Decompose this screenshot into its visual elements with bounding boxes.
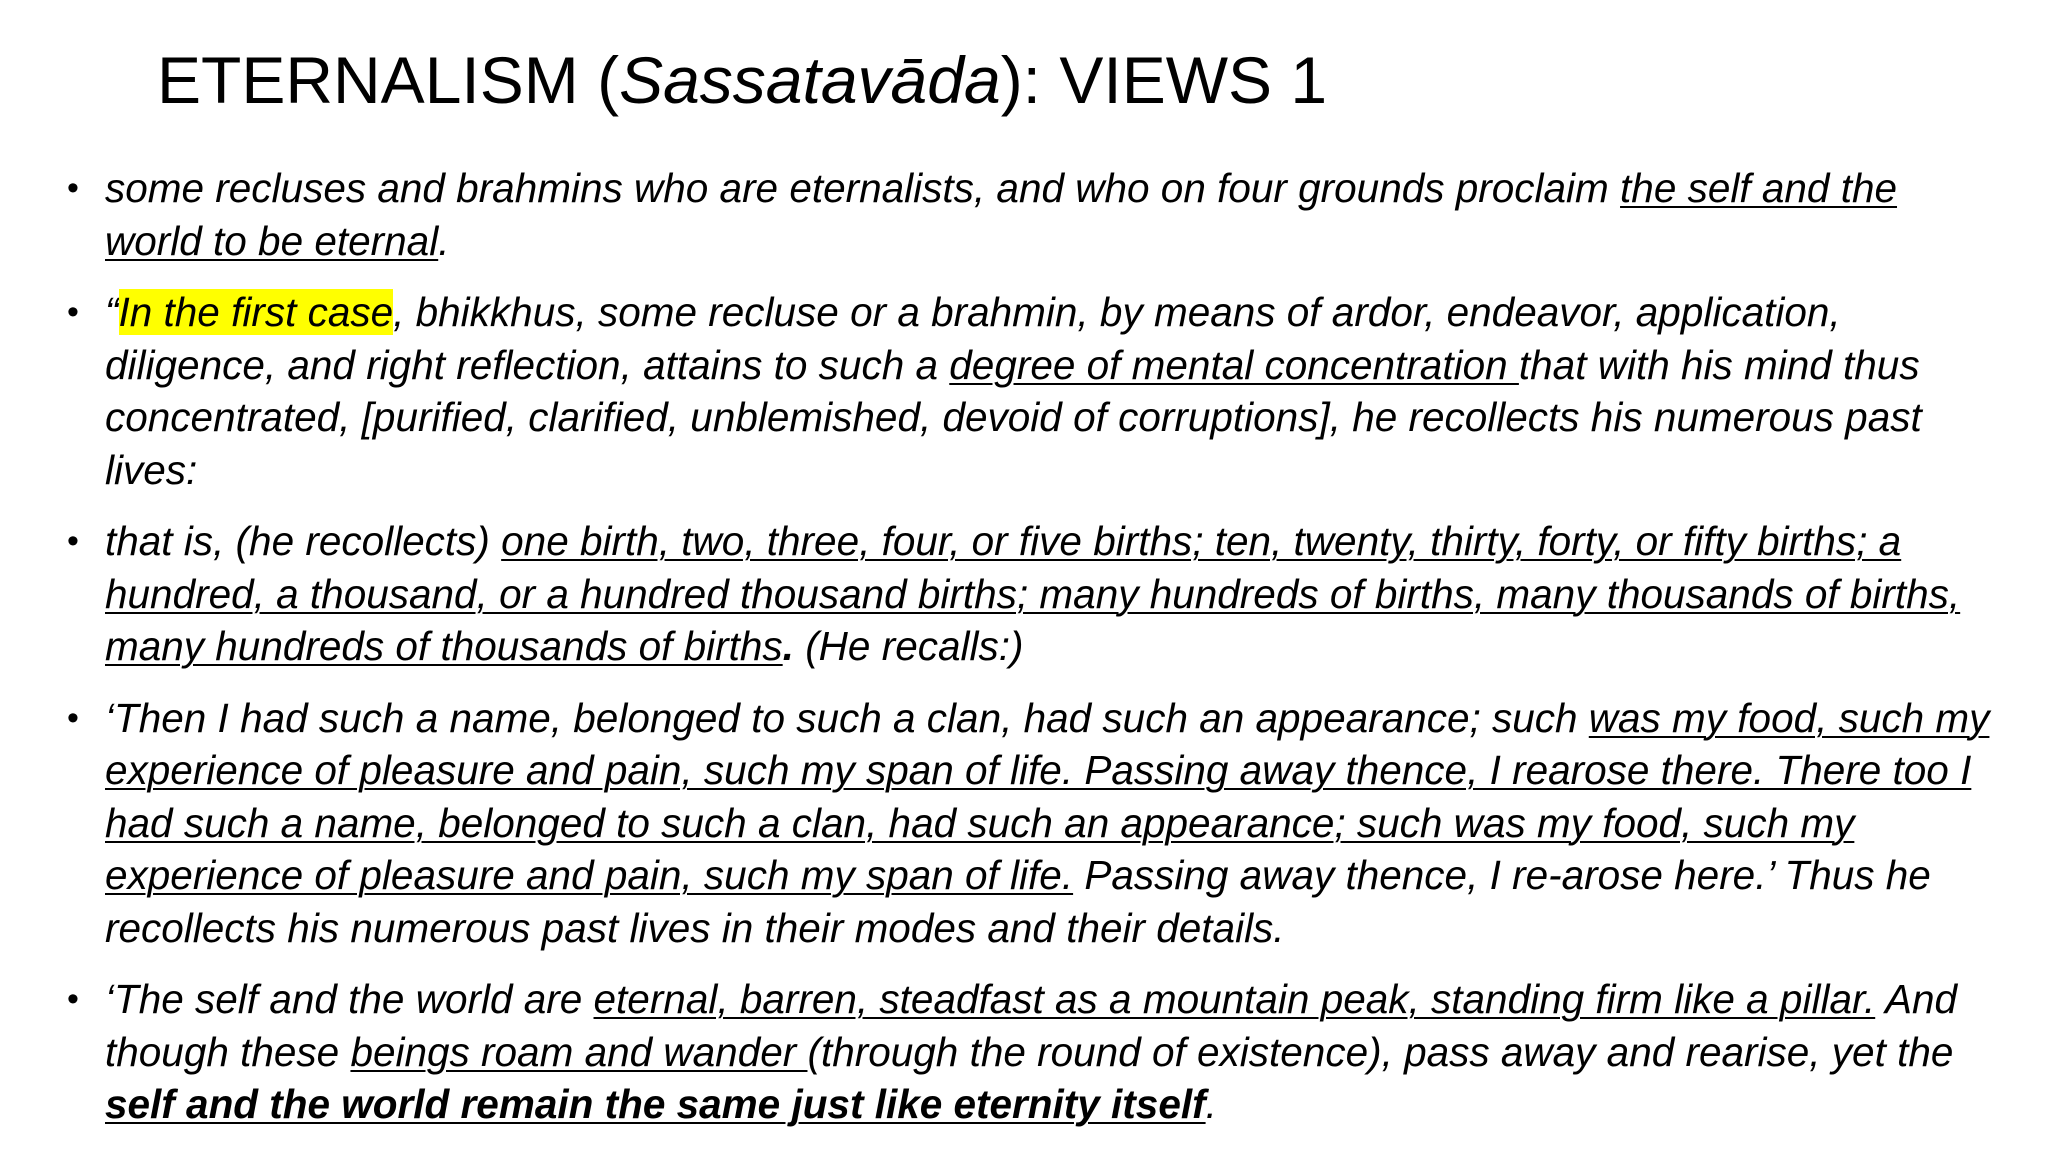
title-italic-term: Sassatavāda — [619, 43, 1001, 117]
bullet-dot: • — [67, 169, 79, 207]
bullet-text: And though these — [105, 976, 1958, 1075]
underlined-text: one birth, two, three, four, or five births; ten, twenty, thirty, forty, or fifty births; a hundred, a thousand, or a hundred thousand births; many hundreds of births, many thousands of births, many hundreds of thousands of births — [105, 518, 1961, 669]
bullet-text: “ — [105, 289, 119, 335]
bullet-text: ‘Then I had such a name, belonged to such a clan, had such an appearance; such — [105, 694, 1589, 741]
bullet-text: . — [1205, 1081, 1217, 1127]
bullet-dot: • — [67, 980, 79, 1018]
bullet-item — [60, 286, 2005, 496]
bullet-dot: • — [67, 293, 79, 331]
highlighted-text: In the first case — [118, 289, 394, 335]
bullet-item — [60, 162, 2005, 267]
bullet-item — [60, 515, 2005, 673]
underlined-text: eternal, barren, steadfast as a mountain peak, standing firm like a pillar. — [593, 976, 1876, 1022]
bullet-text: (He recalls:) — [793, 623, 1024, 669]
title-prefix: ETERNALISM ( — [157, 43, 620, 117]
bullet-text: ‘The self and the world are — [105, 976, 594, 1022]
bullet-text: (through the round of existence), pass away and rearise, yet the — [807, 1028, 1954, 1075]
bullet-text: , bhikkhus, some recluse or a brahmin, by means of ardor, endeavor, application, diligence, and right reflection, attains to such a — [105, 289, 1841, 388]
slide-title — [157, 40, 1327, 120]
bullet-dot: • — [67, 698, 79, 737]
bullet-dot: • — [67, 522, 79, 560]
bullet-text: that with his mind thus concentrated, [purified, clarified, unblemished, devoid of corruptions], he recollects his numerous past lives: — [105, 341, 1922, 493]
title-suffix: ): VIEWS 1 — [1000, 43, 1328, 117]
underlined-text: was my food, such my experience of pleasure and pain, such my span of life. Passing away thence, I rearose there. There too I had such a name, belonged to such a clan, had such an appearance; such was my food, such my experience of pleasure and pain, such my span of life. — [105, 694, 1990, 898]
bullet-text: some recluses and brahmins who are eternalists, and who on four grounds proclaim — [105, 165, 1621, 211]
bullet-item — [60, 692, 2005, 955]
bullet-text: that is, (he recollects) — [105, 518, 502, 564]
underlined-text: degree of mental concentration — [949, 341, 1519, 388]
underlined-text: the self and the world to be eternal — [105, 165, 1898, 264]
underlined-text: beings roam and wander — [350, 1028, 808, 1075]
bold-underlined-text: self and the world remain the same just like eternity itself — [105, 1081, 1206, 1127]
bullet-list — [60, 162, 2005, 1150]
bullet-text: . — [438, 217, 450, 264]
bold-text: . — [782, 623, 794, 669]
bullet-text: Passing away thence, I re-arose here.’ Thus he recollects his numerous past lives in their modes and their details. — [105, 852, 1931, 951]
bullet-item — [60, 973, 2005, 1131]
